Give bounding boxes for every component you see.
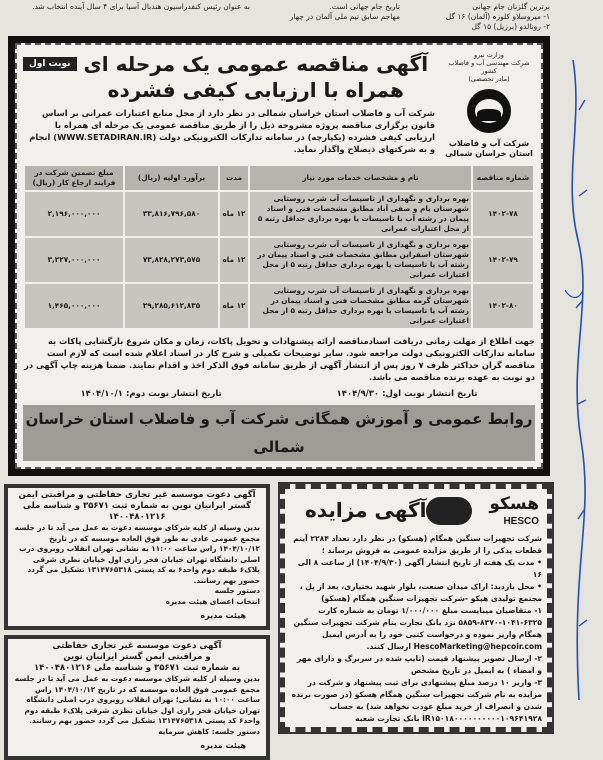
- title-line: آگهی مناقصه عمومی یک مرحله ای: [83, 52, 429, 76]
- line: برترین گلزنان جام جهانی: [472, 2, 550, 11]
- signature: هیئت مدیره: [200, 611, 246, 620]
- cell: ۱۲ ماه: [219, 283, 249, 329]
- auction-ad: [280, 484, 552, 732]
- company-name: شرکت آب و فاضلاب استان خراسان شمالی: [445, 139, 533, 158]
- bottom-ads: [4, 484, 554, 760]
- company-logo-block: [443, 51, 535, 159]
- col-header: مدت: [219, 165, 249, 191]
- notice-heading: گستر ایرانیان نوین به شماره ثبت ۳۵۶۷۱ و شناسه ملی ۱۴۰۰۴۸۰۱۲۱۶: [22, 501, 252, 522]
- tender-header-main: [23, 51, 435, 155]
- agenda: انتخاب اعضای هیئت مدیره: [165, 596, 260, 606]
- hesco-logo-icon: [426, 497, 472, 525]
- ministry: وزارت نیرو: [474, 51, 504, 59]
- cell: ۱,۴۶۵,۰۰۰,۰۰۰: [24, 283, 124, 329]
- auction-header: [285, 491, 547, 533]
- cell: ۱۴۰۲-۷۹: [472, 237, 534, 283]
- cell: ۳۳,۸۱۶,۷۹۶,۵۸۰: [124, 191, 219, 237]
- water-company-logo-icon: [467, 89, 511, 133]
- auction-line: • محل بازدید: اراک میدان صنعت، بلوار شهید بختیاری، بعد از پل ، مجتمع تولیدی هپکو -شرکت تجهیزات سنگین همگام (هسکو): [299, 582, 542, 603]
- tender-table: [23, 164, 535, 330]
- cell: ۱۴۰۲-۸۰: [472, 283, 534, 329]
- auction-line: ۲- ارسال تصویر پیشنهاد قیمت (تایپ شده در سربرگ و دارای مهر و امضاء ) به ایمیل در تاریخ مشخص: [297, 654, 542, 675]
- notice-heading: آگهی دعوت موسسه غیر تجاری حفاظتی: [52, 641, 222, 651]
- line: مهاجم سابق تیم ملی آلمان در چهار: [289, 12, 400, 21]
- strip-text: [255, 2, 400, 22]
- table-row: [24, 283, 534, 329]
- line: ۱- میروسلاو کلوزه (آلمان) ۱۶ گل: [445, 12, 550, 21]
- intro-text: شرکت آب و فاضلاب استان خراسان شمالی در نظر دارد از محل منابع اعتبارات عمرانی بر اساس قانون برگزاری مناقصه پروژه مشروحه ذیل را از طریق مناقصه عمومی یک مرحله ای همراه با ارزیابی کیفی فشرده (یکپارچه) در سامانه تدارکات الکترونیکی دولت (WWW.SETADIRAN.IR) انجام و به شرکتهای ذیصلاح واگذار نماید.: [29, 108, 435, 154]
- cell: ۱۲ ماه: [219, 237, 249, 283]
- round-badge: نوبت اول: [23, 57, 77, 71]
- notice-body: بدین وسیله از کلیه شرکای موسسه دعوت به عمل می آید تا در جلسه مجمع عمومی فوق العاده موسسه که در تاریخ ۱۴۰۴/۱۰/۱۲ راس ساعت ۱۰:۰۰ به نشانی؛ تهران انقلاب روبروی درب اصلی دانشگاه تهران خیابان فخر رازی اول خیابان نظری شرقی پلاک۶ طبقه دوم واحد۶ کد پستی ۱۳۱۴۷۶۵۳۱۸ تشکیل می گردد حضور بهم رسانند.: [14, 674, 260, 725]
- notice-heading: آگهی دعوت موسسه غیر تجاری حفاظتی و مراقبتی ایمن: [18, 490, 256, 500]
- notice-heading: به شماره ثبت ۳۵۶۷۱ و شناسه ملی ۱۴۰۰۴۸۰۱۲۱۶: [33, 663, 241, 673]
- cell: ۳,۲۲۷,۰۰۰,۰۰۰: [24, 237, 124, 283]
- handwritten-annotation: [553, 40, 603, 720]
- previous-page-strip: [0, 0, 550, 36]
- col-header: شماره مناقصه: [472, 165, 534, 191]
- line: تاریخ جام جهانی است.: [329, 2, 400, 11]
- signature: هیئت مدیره: [200, 741, 246, 750]
- auction-line: • مدت یک هفته از تاریخ انتشار آگهی (۱۴۰۴/۹/۳۰) از ساعت ۸ الی ۱۶: [297, 558, 542, 579]
- public-relations-bar: روابط عمومی و آموزش همگانی شرکت آب و فاضلاب استان خراسان شمالی: [23, 405, 535, 461]
- agenda: دستور جلسه: کاهش سرمایه: [158, 726, 260, 736]
- cell: بهره برداری و نگهداری از تاسیسات آب شرب روستایی شهرستان اسفراین مطابق مشخصات فنی و اسناد پیمان در رشته آب یا تاسیسات یا بهره برداری حداقل رتبه ۵ از محل اعتبارات عمرانی: [249, 237, 472, 283]
- cell: ۱۴۰۲-۷۸: [472, 191, 534, 237]
- auction-line: ۳- واریز ۱۰ درصد مبلغ پیشنهادی برای ثبت پیشنهاد و شرکت در مزایده به نام شرکت تجهیزات سنگین همگام هسکو (در صورت برنده شدن و انصراف از خرید مبلغ عودت نخواهد شد) به حساب IR۱۵۰۱۸۰۰۰۰۰۰۰۰۰۰۱۰۹۶۴۱۹۲۸ بانک تجارت شعبه: [291, 678, 542, 723]
- line: ۲- رونالدو (برزیل) ۱۵ گل: [471, 22, 550, 31]
- strip-text: به عنوان رئیس کنفدراسیون هندبال آسیا برای ۴ سال آینده انتخاب شد.: [32, 2, 250, 11]
- auction-title: آگهی مزایده: [305, 498, 427, 522]
- agenda-label: دستور جلسه: [214, 586, 260, 595]
- col-header: برآورد اولیه (ریال): [124, 165, 219, 191]
- cell: ۷۳,۸۲۸,۲۷۳,۵۷۵: [124, 237, 219, 283]
- auction-line: شرکت تجهیزات سنگین همگام (هسکو) در نظر دارد تعداد ۲۲۸۴ آیتم قطعات یدکی را از طریق مزایده عمومی به فروش برساند ؛: [293, 534, 542, 555]
- date-second: تاریخ انتشار نوبت دوم: ۱۴۰۴/۱۰/۱: [80, 389, 222, 399]
- title-line: همراه با ارزیابی کیفی فشرده: [107, 78, 404, 102]
- notice-ordinary-meeting: [4, 484, 270, 630]
- date-first: تاریخ انتشار نوبت اول: ۱۴۰۴/۹/۳۰: [336, 389, 478, 399]
- col-header: مبلغ تضمین شرکت در فرایند ارجاع کار (ریال): [24, 165, 124, 191]
- notice-heading: و مراقبتی ایمن گستر ایرانیان نوین: [63, 652, 211, 662]
- brand-fa: هسکو: [489, 494, 539, 514]
- ministry-sub: (مادر تخصصی): [468, 75, 510, 83]
- col-header: نام و مشخصات خدمات مورد نیاز: [249, 165, 472, 191]
- notice-extraordinary-meeting: [4, 635, 270, 760]
- ad-title: [77, 51, 435, 103]
- table-row: [24, 191, 534, 237]
- cell: ۲,۱۹۶,۰۰۰,۰۰۰: [24, 191, 124, 237]
- tender-ad: [8, 36, 550, 476]
- table-header: [24, 165, 534, 191]
- left-notices: [4, 484, 270, 760]
- strip-text: [405, 2, 550, 32]
- cell: بهره برداری و نگهداری از تاسیسات آب شرب روستایی شهرستان بام و صفی آباد مطابق مشخصات فنی و اسناد پیمان در رشته آب با تاسیسات یا بهره برداری حداقل رتبه ۵ از محل اعتبارات عمرانی: [249, 191, 472, 237]
- hesco-brand: [489, 495, 539, 531]
- tender-header: [23, 51, 535, 159]
- cell: ۱۲ ماه: [219, 191, 249, 237]
- title-row: [23, 51, 435, 103]
- publish-dates: [23, 388, 535, 400]
- cell: ۲۹,۲۸۵,۶۱۲,۸۳۵: [124, 283, 219, 329]
- ministry-sub: شرکت مهندسی آب و فاضلاب کشور: [448, 59, 530, 75]
- table-row: [24, 237, 534, 283]
- footer-text: جهت اطلاع از مهلت زمانی دریافت اسنادمناقصه ارائه پیشنهادات و تحویل پاکات، زمان و مکان شروع بازگشایی پاکات به سامانه تدارکات الکترونیکی دولت مراجعه شود. سایر توضیحات تکمیلی و شرح کار در اسناد اعلام شده است که لازم است مناقصه گران حداکثر ظرف ۷ روز پس از انتشار آگهی از طریق سامانه فوق الذکر اخذ و اقدام نمایند. ضمنا هزینه چاپ آگهی در دو نوبت به عهده برنده مناقصه می باشد.: [24, 336, 535, 382]
- notice-body: بدین وسیله از کلیه شرکای موسسه دعوت به عمل می آید تا در جلسه مجمع عمومی عادی به طور فوق العاده موسسه که در تاریخ ۱۴۰۴/۱۰/۱۲ راس ساعت ۱۱:۰۰ به نشانی تهران انقلاب روبروی درب اصلی دانشگاه تهران خیابان فخر رازی اول خیابان نظری شرقی پلاک۶ طبقه دوم واحد۶ به کد پستی ۱۳۱۴۷۶۵۳۱۸ تشکیل می گردد حضور بهم رسانند.: [14, 523, 260, 585]
- auction-line: ۱- متقاضیان میبایست مبلغ ۱/۰۰۰/۰۰۰ تومان به شماره کارت ۶۳۲۵-۱۰۴۱-۸۳۷۰-۵۸۵۹ نزد بانک تجارت بنام شرکت تجهیزات سنگین همگام واریز نموده و درخواست کتبی خود را به آدرس ایمیل HescoMarketing@hepcoir.com ارسال کنند.: [293, 606, 542, 651]
- cell: بهره برداری و نگهداری از تاسیسات آب شرب روستایی شهرستان گرمه مطابق مشخصات فنی و اسناد پیمان در رشته آب یا تاسیسات یا بهره برداری حداقل رتبه ۵ از محل اعتبارات عمرانی: [249, 283, 472, 329]
- brand-en: HESCO: [503, 516, 539, 527]
